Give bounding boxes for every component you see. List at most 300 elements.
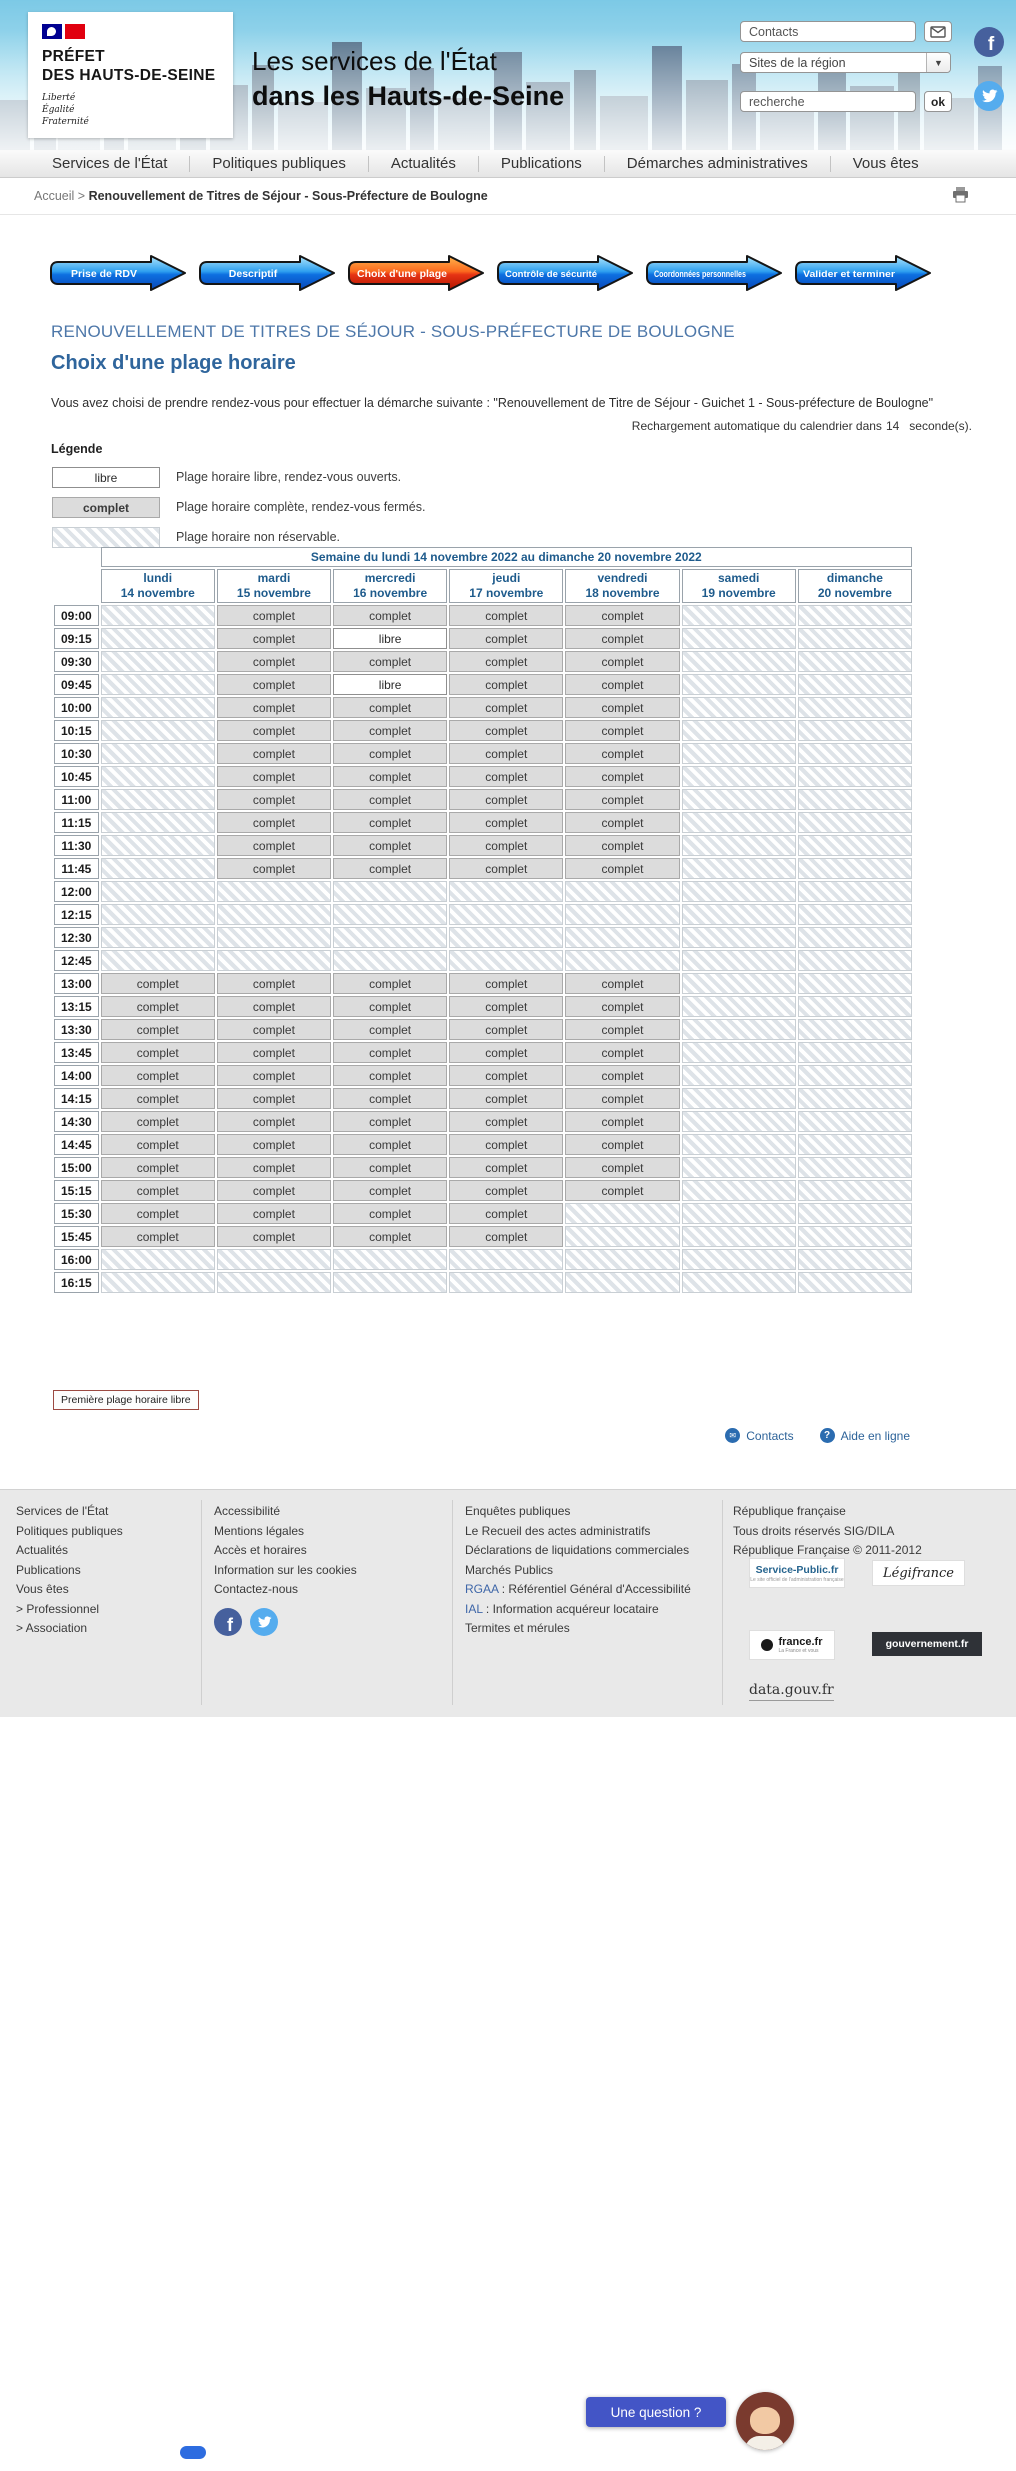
breadcrumb [34,189,488,203]
slot-vendredi-11:45: complet [565,858,679,879]
calendar-corner-2 [54,569,99,603]
slot-mardi-10:45: complet [217,766,331,787]
slot-lundi-13:15: complet [101,996,215,1017]
footer-link-3-4[interactable]: Marchés Publics [465,1562,554,1577]
breadcrumb-separator: > [77,189,86,203]
time-14:45: 14:45 [54,1134,99,1155]
slot-jeudi-15:00: complet [449,1157,563,1178]
slot-mercredi-14:00: complet [333,1065,447,1086]
slot-dimanche-10:45 [798,766,912,787]
chat-agent-avatar[interactable] [736,2392,794,2450]
slot-dimanche-13:30 [798,1019,912,1040]
bottom-links [725,1428,910,1443]
footer-link-3-3[interactable]: Déclarations de liquidations commerciales [465,1543,690,1557]
prefecture-logo[interactable] [28,12,233,138]
region-sites-select[interactable] [740,52,951,73]
slot-jeudi-15:45: complet [449,1226,563,1247]
slot-vendredi-14:15: complet [565,1088,679,1109]
slot-samedi-13:15 [682,996,796,1017]
nav-item-3[interactable]: Actualités [369,156,479,172]
service-public-logo[interactable]: Service-Public.fr Le site officiel de l'administration française [749,1558,845,1588]
nav-item-4[interactable]: Publications [479,156,605,172]
step-6[interactable] [792,253,934,298]
slot-mercredi-15:30: complet [333,1203,447,1224]
slot-dimanche-12:15 [798,904,912,925]
slot-dimanche-11:00 [798,789,912,810]
nav-item-1[interactable]: Services de l'État [30,156,190,172]
slot-lundi-14:15: complet [101,1088,215,1109]
slot-mardi-12:00 [217,881,331,902]
slot-samedi-13:00 [682,973,796,994]
slot-vendredi-12:00 [565,881,679,902]
slot-dimanche-11:30 [798,835,912,856]
slot-mardi-16:15 [217,1272,331,1293]
slot-mercredi-11:45: complet [333,858,447,879]
slot-mercredi-12:00 [333,881,447,902]
slot-dimanche-13:15 [798,996,912,1017]
slot-vendredi-16:00 [565,1249,679,1270]
slot-samedi-09:15 [682,628,796,649]
nav-item-6[interactable]: Vous êtes [852,154,919,172]
slot-dimanche-15:00 [798,1157,912,1178]
slot-jeudi-14:00: complet [449,1065,563,1086]
printer-icon [952,187,969,203]
day-header-lundi: lundi 14 novembre [101,569,215,603]
contacts-mail-button[interactable] [924,21,952,42]
slot-jeudi-09:00: complet [449,605,563,626]
data-gouv-logo[interactable]: data.gouv.fr [749,1682,834,1701]
avatar-shirt [745,2436,785,2450]
slot-mercredi-09:30: complet [333,651,447,672]
slot-jeudi-10:15: complet [449,720,563,741]
twitter-icon[interactable] [974,81,1004,111]
main-nav [0,150,1016,178]
slot-mardi-09:00: complet [217,605,331,626]
logo-text-line2: DES HAUTS-DE-SEINE [42,67,216,84]
slot-jeudi-11:15: complet [449,812,563,833]
time-13:45: 13:45 [54,1042,99,1063]
time-12:15: 12:15 [54,904,99,925]
slot-mercredi-09:00: complet [333,605,447,626]
slot-lundi-10:15 [101,720,215,741]
slot-jeudi-10:45: complet [449,766,563,787]
slot-mercredi-13:00: complet [333,973,447,994]
slot-dimanche-16:00 [798,1249,912,1270]
time-15:00: 15:00 [54,1157,99,1178]
slot-samedi-11:45 [682,858,796,879]
slot-jeudi-14:15: complet [449,1088,563,1109]
slot-jeudi-10:00: complet [449,697,563,718]
slot-mercredi-12:30 [333,927,447,948]
footer-col-3 [465,1502,691,1639]
slot-vendredi-11:15: complet [565,812,679,833]
time-13:30: 13:30 [54,1019,99,1040]
slot-jeudi-13:15: complet [449,996,563,1017]
slot-samedi-14:15 [682,1088,796,1109]
search-input[interactable] [740,91,916,112]
slot-samedi-12:15 [682,904,796,925]
slot-dimanche-09:45 [798,674,912,695]
slot-mercredi-11:15: complet [333,812,447,833]
slot-dimanche-10:30 [798,743,912,764]
footer-link-1-3[interactable]: Actualités [16,1543,69,1557]
step-1[interactable] [47,253,189,298]
slot-vendredi-10:30: complet [565,743,679,764]
slot-samedi-10:00 [682,697,796,718]
slot-dimanche-12:30 [798,927,912,948]
region-sites-select-value: Sites de la région [749,55,846,70]
slot-dimanche-09:15 [798,628,912,649]
chat-question-button[interactable]: Une question ? [586,2397,726,2427]
slot-jeudi-13:00: complet [449,973,563,994]
time-10:00: 10:00 [54,697,99,718]
gouvernement-logo[interactable]: gouvernement.fr [872,1632,982,1656]
slot-samedi-15:00 [682,1157,796,1178]
slot-jeudi-12:00 [449,881,563,902]
slot-vendredi-15:15: complet [565,1180,679,1201]
time-13:15: 13:15 [54,996,99,1017]
footer-link-2-3[interactable]: Accès et horaires [214,1543,307,1557]
slot-jeudi-16:00 [449,1249,563,1270]
slot-lundi-11:30 [101,835,215,856]
footer-link-prefix[interactable]: IAL [465,1601,483,1616]
slot-samedi-12:00 [682,881,796,902]
slot-jeudi-14:30: complet [449,1111,563,1132]
slot-lundi-11:15 [101,812,215,833]
nav-item-5[interactable]: Démarches administratives [605,156,831,172]
time-10:45: 10:45 [54,766,99,787]
avatar-face [750,2407,780,2434]
footer-link-2-4[interactable]: Information sur les cookies [214,1562,357,1577]
calendar-table [52,545,914,1295]
nav-item-2[interactable]: Politiques publiques [190,156,368,172]
slot-jeudi-11:30: complet [449,835,563,856]
slot-dimanche-15:45 [798,1226,912,1247]
first-free-slot-button[interactable]: Première plage horaire libre [53,1390,199,1410]
slot-lundi-14:30: complet [101,1111,215,1132]
slot-mardi-15:15: complet [217,1180,331,1201]
footer-social [214,1608,278,1636]
slot-jeudi-11:00: complet [449,789,563,810]
slot-mardi-11:45: complet [217,858,331,879]
slot-dimanche-14:45 [798,1134,912,1155]
slot-dimanche-13:45 [798,1042,912,1063]
france-fr-logo[interactable]: france.fr La France et vous [749,1630,835,1660]
slot-samedi-09:45 [682,674,796,695]
slot-jeudi-14:45: complet [449,1134,563,1155]
slot-samedi-15:45 [682,1226,796,1247]
slot-lundi-15:15: complet [101,1180,215,1201]
slot-vendredi-14:45: complet [565,1134,679,1155]
slot-lundi-16:15 [101,1272,215,1293]
slot-dimanche-13:00 [798,973,912,994]
slot-vendredi-09:45: complet [565,674,679,695]
slot-vendredi-13:00: complet [565,973,679,994]
calendar-body [54,547,912,1293]
time-15:45: 15:45 [54,1226,99,1247]
slot-mardi-09:45: complet [217,674,331,695]
slot-vendredi-14:00: complet [565,1065,679,1086]
facebook-icon[interactable]: f [974,27,1004,57]
french-flag-icon [42,24,219,39]
slot-samedi-16:00 [682,1249,796,1270]
day-header-samedi: samedi 19 novembre [682,569,796,603]
footer-link-prefix[interactable]: RGAA [465,1582,499,1596]
time-10:15: 10:15 [54,720,99,741]
footer-twitter-icon[interactable] [250,1608,278,1636]
logo-text-line1: PRÉFET [42,48,105,65]
slot-mercredi-15:00: complet [333,1157,447,1178]
france-fr-dot-icon [761,1639,773,1651]
slot-samedi-13:45 [682,1042,796,1063]
footer-link-1-7[interactable]: > Association [16,1621,88,1635]
slot-mercredi-10:45: complet [333,766,447,787]
slot-lundi-15:30: complet [101,1203,215,1224]
footer-link-1-4[interactable]: Publications [16,1562,81,1577]
slot-lundi-13:00: complet [101,973,215,994]
footer [0,1489,1016,1717]
slot-mercredi-10:15: complet [333,720,447,741]
slot-mardi-11:30: complet [217,835,331,856]
time-15:15: 15:15 [54,1180,99,1201]
slot-mercredi-09:15[interactable]: libre [333,628,447,649]
twitter-bird-icon [981,89,998,104]
slot-mercredi-12:15 [333,904,447,925]
time-14:15: 14:15 [54,1088,99,1109]
slot-dimanche-15:15 [798,1180,912,1201]
slot-dimanche-16:15 [798,1272,912,1293]
slot-jeudi-13:30: complet [449,1019,563,1040]
footer-link-3-2[interactable]: Le Recueil des actes administratifs [465,1523,651,1538]
slot-samedi-14:00 [682,1065,796,1086]
slot-lundi-12:00 [101,881,215,902]
slot-mardi-15:45: complet [217,1226,331,1247]
slot-dimanche-14:30 [798,1111,912,1132]
time-12:30: 12:30 [54,927,99,948]
search-ok-button[interactable]: ok [924,91,952,112]
slot-mercredi-11:30: complet [333,835,447,856]
slot-vendredi-09:15: complet [565,628,679,649]
steps-container [47,253,934,298]
footer-link-1-6[interactable]: > Professionnel [16,1601,100,1616]
svg-text:Contrôle de sécurité: Contrôle de sécurité [505,269,597,279]
slot-mardi-11:15: complet [217,812,331,833]
calendar-corner [54,547,99,567]
slot-dimanche-15:30 [798,1203,912,1224]
slot-dimanche-10:00 [798,697,912,718]
step-2[interactable] [196,253,338,298]
slot-mardi-13:30: complet [217,1019,331,1040]
slot-mardi-11:00: complet [217,789,331,810]
slot-samedi-09:30 [682,651,796,672]
slot-mercredi-15:15: complet [333,1180,447,1201]
slot-lundi-14:00: complet [101,1065,215,1086]
slot-mercredi-14:15: complet [333,1088,447,1109]
slot-vendredi-12:45 [565,950,679,971]
day-header-mardi: mardi 15 novembre [217,569,331,603]
breadcrumb-current: Renouvellement de Titres de Séjour - Sous-Préfecture de Boulogne [88,189,488,203]
footer-link-1-2[interactable]: Politiques publiques [16,1523,123,1538]
slot-mardi-15:30: complet [217,1203,331,1224]
help-icon: ? [820,1428,835,1443]
slot-vendredi-10:15: complet [565,720,679,741]
slot-samedi-10:30 [682,743,796,764]
slot-lundi-13:30: complet [101,1019,215,1040]
slot-mercredi-16:15 [333,1272,447,1293]
slot-lundi-10:45 [101,766,215,787]
time-14:30: 14:30 [54,1111,99,1132]
slot-vendredi-13:45: complet [565,1042,679,1063]
time-12:00: 12:00 [54,881,99,902]
slot-samedi-11:00 [682,789,796,810]
reload-countdown: 14 [885,419,900,433]
breadcrumb-home[interactable]: Accueil [34,189,75,203]
footer-link-1-1[interactable]: Services de l'État [16,1504,109,1518]
step-4[interactable] [494,253,636,298]
slot-lundi-13:45: complet [101,1042,215,1063]
slot-lundi-09:15 [101,628,215,649]
slot-mardi-14:45: complet [217,1134,331,1155]
footer-link-2-1[interactable]: Accessibilité [214,1504,281,1518]
slot-jeudi-12:45 [449,950,563,971]
slot-vendredi-14:30: complet [565,1111,679,1132]
slot-samedi-10:15 [682,720,796,741]
slot-dimanche-11:45 [798,858,912,879]
time-11:45: 11:45 [54,858,99,879]
time-16:00: 16:00 [54,1249,99,1270]
slot-jeudi-09:45: complet [449,674,563,695]
slot-vendredi-11:30: complet [565,835,679,856]
legend-list [52,462,425,552]
slot-jeudi-16:15 [449,1272,563,1293]
slot-samedi-11:30 [682,835,796,856]
slot-jeudi-10:30: complet [449,743,563,764]
slot-mercredi-11:00: complet [333,789,447,810]
slot-lundi-10:00 [101,697,215,718]
footer-link-3-7[interactable]: Termites et mérules [465,1621,570,1635]
slot-lundi-15:45: complet [101,1226,215,1247]
site-title-line1: Les services de l'État [252,46,497,76]
footer-col-4 [733,1502,922,1561]
print-button[interactable] [952,187,969,206]
slot-mercredi-09:45[interactable]: libre [333,674,447,695]
slot-dimanche-10:15 [798,720,912,741]
slot-vendredi-15:00: complet [565,1157,679,1178]
footer-link-2-2[interactable]: Mentions légales [214,1523,305,1538]
footer-link-2-5[interactable]: Contactez-nous [214,1582,299,1596]
slot-lundi-12:45 [101,950,215,971]
step-3[interactable] [345,253,487,298]
time-09:00: 09:00 [54,605,99,626]
slot-mardi-14:15: complet [217,1088,331,1109]
slot-mardi-13:45: complet [217,1042,331,1063]
slot-vendredi-10:45: complet [565,766,679,787]
footer-link-3-1[interactable]: Enquêtes publiques [465,1504,571,1518]
slot-vendredi-13:30: complet [565,1019,679,1040]
slot-samedi-10:45 [682,766,796,787]
contacts-input[interactable] [740,21,916,42]
slot-jeudi-13:45: complet [449,1042,563,1063]
slot-mercredi-16:00 [333,1249,447,1270]
slot-lundi-16:00 [101,1249,215,1270]
slot-mardi-10:30: complet [217,743,331,764]
site-title-line2: dans les Hauts-de-Seine [252,81,565,111]
slot-samedi-14:45 [682,1134,796,1155]
slot-mardi-14:30: complet [217,1111,331,1132]
online-help-link[interactable]: ? Aide en ligne [820,1428,910,1443]
slot-jeudi-15:15: complet [449,1180,563,1201]
slot-vendredi-15:30 [565,1203,679,1224]
slot-lundi-09:30 [101,651,215,672]
footer-facebook-icon[interactable]: f [214,1608,242,1636]
slot-dimanche-09:00 [798,605,912,626]
day-header-mercredi: mercredi 16 novembre [333,569,447,603]
time-16:15: 16:15 [54,1272,99,1293]
slot-lundi-12:30 [101,927,215,948]
slot-vendredi-11:00: complet [565,789,679,810]
slot-lundi-15:00: complet [101,1157,215,1178]
contacts-icon: ✉ [725,1428,740,1443]
time-09:30: 09:30 [54,651,99,672]
day-header-dimanche: dimanche 20 novembre [798,569,912,603]
slot-mardi-12:15 [217,904,331,925]
bottom-left-widget-handle [180,2446,206,2459]
slot-lundi-09:45 [101,674,215,695]
slot-samedi-12:45 [682,950,796,971]
slot-vendredi-10:00: complet [565,697,679,718]
legend-text-3: Plage horaire non réservable. [176,530,340,544]
legifrance-logo[interactable]: Légifrance [872,1560,965,1586]
footer-separator [452,1500,453,1705]
footer-col-1 [16,1502,123,1639]
footer-separator [722,1500,723,1705]
slot-lundi-11:45 [101,858,215,879]
slot-samedi-11:15 [682,812,796,833]
slot-lundi-11:00 [101,789,215,810]
section-title: Choix d'une plage horaire [51,352,296,374]
slot-mercredi-12:45 [333,950,447,971]
slot-samedi-16:15 [682,1272,796,1293]
slot-mercredi-13:30: complet [333,1019,447,1040]
footer-link-3-5[interactable]: RGAA : Référentiel Général d'Accessibilité [465,1582,691,1596]
time-09:15: 09:15 [54,628,99,649]
footer-link-3-6[interactable]: IAL : Information acquéreur locataire [465,1601,659,1616]
slot-samedi-09:00 [682,605,796,626]
slot-jeudi-09:30: complet [449,651,563,672]
logo-motto: Liberté Égalité Fraternité [42,93,89,127]
slot-samedi-14:30 [682,1111,796,1132]
slot-mardi-10:00: complet [217,697,331,718]
slot-mardi-14:00: complet [217,1065,331,1086]
slot-lundi-14:45: complet [101,1134,215,1155]
contacts-link[interactable]: ✉ Contacts [725,1428,793,1443]
footer-legal-3: République Française © 2011-2012 [733,1543,922,1557]
slot-mercredi-13:15: complet [333,996,447,1017]
envelope-icon [930,26,946,38]
footer-legal-1: République française [733,1504,846,1518]
footer-link-1-5[interactable]: Vous êtes [16,1582,69,1596]
svg-text:Coordonnées personnelles: Coordonnées personnelles [654,269,746,279]
slot-mardi-10:15: complet [217,720,331,741]
slot-dimanche-12:00 [798,881,912,902]
day-header-jeudi: jeudi 17 novembre [449,569,563,603]
slot-mardi-15:00: complet [217,1157,331,1178]
slot-dimanche-11:15 [798,812,912,833]
intro-text: Vous avez choisi de prendre rendez-vous pour effectuer la démarche suivante : "Renouvellement de Titre de Séjour - Guichet 1 - Sous-préfecture de Boulogne" [51,396,934,410]
slot-samedi-15:15 [682,1180,796,1201]
time-15:30: 15:30 [54,1203,99,1224]
step-5[interactable] [643,253,785,298]
